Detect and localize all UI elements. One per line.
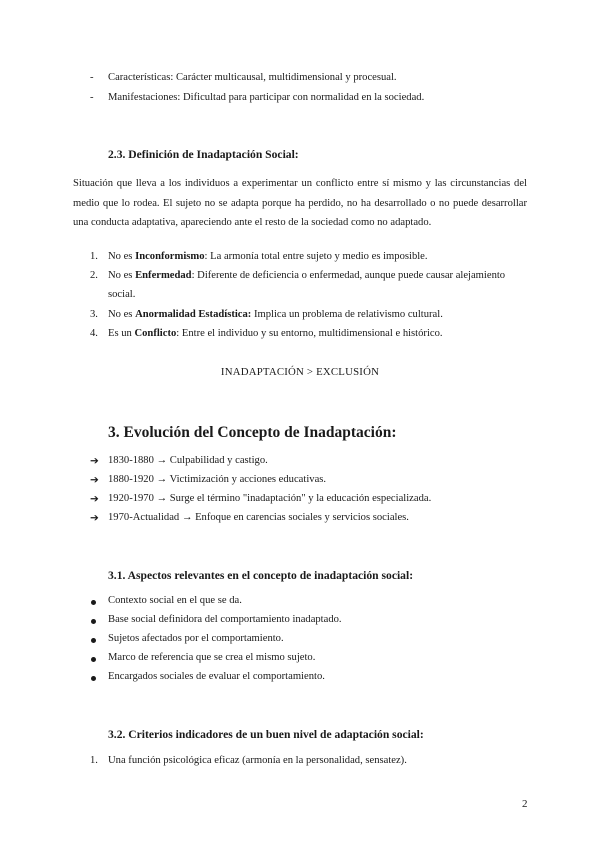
evolution-item: 1880-1920 → Victimización y acciones educativas. (108, 474, 327, 485)
evolution-item: 1830-1880 → Culpabilidad y castigo. (108, 455, 268, 466)
bullet-icon (91, 619, 96, 624)
bullet-icon (91, 676, 96, 681)
list-dash: - (90, 72, 94, 83)
list-item-caracteristicas: Características: Carácter multicausal, multidimensional y procesual. (108, 72, 397, 83)
bullet-icon (91, 600, 96, 605)
aspect-item: Marco de referencia que se crea el mismo sujeto. (108, 652, 316, 663)
arrow-bullet-icon: ➔ (90, 513, 99, 524)
aspect-item: Base social definidora del comportamiento inadaptado. (108, 614, 342, 625)
aspect-item: Sujetos afectados por el comportamiento. (108, 633, 284, 644)
section-2-3-paragraph: Situación que lleva a los individuos a experimentar un conflicto entre sí mismo y las circunstancias del medio que lo rodea. El sujeto no se adapta porque ha perdido, no ha desarrollado o no puede desarrollar una conducta adaptativa, apareciendo ante el resto de la sociedad como no adaptado. (73, 178, 527, 228)
list-number: 4. (90, 328, 98, 339)
list-dash: - (90, 92, 94, 103)
arrow-bullet-icon: ➔ (90, 456, 99, 467)
section-3-heading: 3. Evolución del Concepto de Inadaptación: (108, 424, 397, 441)
bullet-icon (91, 638, 96, 643)
formula-line: INADAPTACIÓN > EXCLUSIÓN (220, 366, 380, 378)
list-number: 1. (90, 755, 98, 766)
list-number: 1. (90, 251, 98, 262)
list-number: 3. (90, 309, 98, 320)
list-item-anormalidad: No es Anormalidad Estadística: Implica un problema de relativismo cultural. (108, 309, 443, 320)
list-item-enfermedad: No es Enfermedad: Diferente de deficiencia o enfermedad, aunque puede causar alejamiento social. (108, 270, 506, 300)
list-item-manifestaciones: Manifestaciones: Dificultad para participar con normalidad en la sociedad. (108, 92, 425, 103)
arrow-bullet-icon: ➔ (90, 475, 99, 486)
bullet-icon (91, 657, 96, 662)
section-3-1-heading: 3.1. Aspectos relevantes en el concepto de inadaptación social: (108, 569, 414, 582)
evolution-item: 1970-Actualidad → Enfoque en carencias sociales y servicios sociales. (108, 512, 409, 523)
section-2-3-heading: 2.3. Definición de Inadaptación Social: (108, 148, 299, 161)
list-item-conflicto: Es un Conflicto: Entre el individuo y su entorno, multidimensional e histórico. (108, 328, 443, 339)
arrow-bullet-icon: ➔ (90, 494, 99, 505)
section-3-2-heading: 3.2. Criterios indicadores de un buen nivel de adaptación social: (108, 728, 424, 741)
aspect-item: Contexto social en el que se da. (108, 595, 242, 606)
aspect-item: Encargados sociales de evaluar el comportamiento. (108, 671, 325, 682)
page-number: 2 (522, 798, 528, 810)
list-item-inconformismo: No es Inconformismo: La armonía total entre sujeto y medio es imposible. (108, 251, 428, 262)
criteria-item: Una función psicológica eficaz (armonía en la personalidad, sensatez). (108, 755, 407, 766)
list-number: 2. (90, 270, 98, 281)
evolution-item: 1920-1970 → Surge el término "inadaptación" y la educación especializada. (108, 493, 432, 504)
